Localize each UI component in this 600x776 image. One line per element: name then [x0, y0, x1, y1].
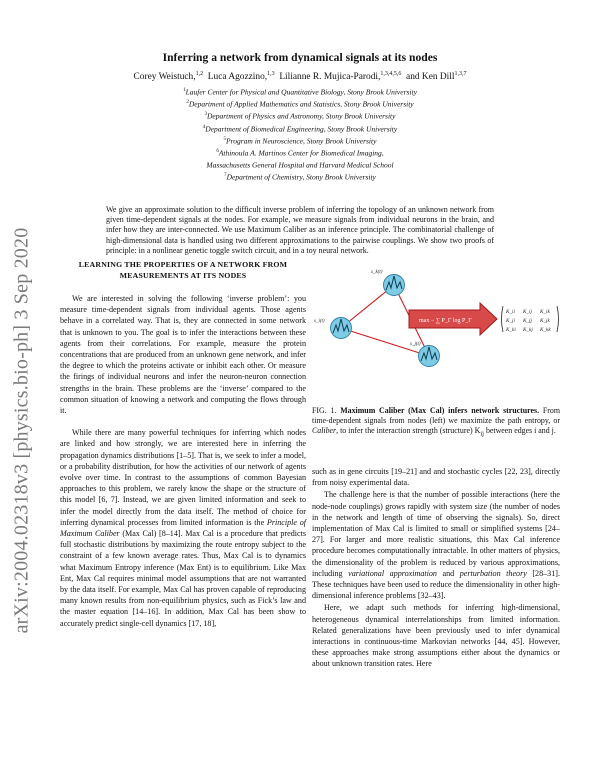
affiliation: $^2$Department of Applied Mathematics and Statistics, Stony Brook University [186, 99, 414, 109]
section-heading: LEARNING THE PROPERTIES OF A NETWORK FROM MEASUREMENTS AT ITS NODES [78, 260, 288, 280]
paper-title: Inferring a network from dynamical signals at its nodes [162, 51, 438, 64]
author: and Ken Dill$^{1,3,7}$ [406, 71, 467, 83]
affiliation: $^3$Department of Physics and Astronomy, Stony Brook University [204, 111, 396, 121]
author: Luca Agozzino,$^{1,3}$ [207, 71, 275, 83]
network-node [331, 318, 352, 339]
matrix-entry: K_kj [523, 327, 533, 333]
affiliation: $^6$Athinoula A. Martinos Center for Biomedical Imaging, [216, 148, 384, 158]
affiliation: $^1$Laufer Center for Physical and Quantitative Biology, Stony Brook University [183, 87, 417, 97]
matrix-entry: K_ii [506, 309, 515, 315]
author: Corey Weistuch,$^{1,2}$ [133, 71, 204, 83]
matrix-entry: K_ik [540, 309, 550, 315]
node-label: s_i(t) [314, 319, 325, 324]
matrix-entry: K_jk [540, 318, 550, 324]
arxiv-identifier[interactable]: arXiv:2004.02318v3 [physics.bio-ph] 3 Sep 2020 [10, 227, 33, 633]
affiliation: $^5$Program in Neuroscience, Stony Brook University [223, 136, 377, 146]
matrix-entry: K_jj [523, 318, 532, 324]
affiliation: $^4$Department of Biomedical Engineering, Stony Brook University [202, 124, 398, 134]
matrix-entry: K_kk [540, 327, 551, 333]
network-node [419, 346, 440, 367]
author-list [60, 71, 540, 82]
paragraph: While there are many powerful techniques for inferring which nodes are linked and how strongly, we are interested here in inferring the propagation dynamics distributions [1–5]. That is, we seek to infer a model, or a probability distribution, for how the activities of our network of agents evolve over time. In contrast to the assumptions of common Bayesian approaches to this problem, we rarely know the shape or the structure of this model [6, 7]. Instead, we are given limited information and seek to infer the model directly from the data itself. The method of choice for inferring dynamical processes from limited information is the Principle of Maximum Caliber (Max Cal) [8–14]. Max Cal is a procedure that predicts full stochastic distributions by maximizing the route entropy subject to the constraint of a few known average rates. Thus, Max Cal is to dynamics what Maximum Entropy inference (Max Ent) is to equilibrium. Like Max Ent, Max Cal requires minimal model assumptions that are not warranted by the data itself. For example, Max Cal has proven capable of reproducing many known results from non-equilibrium physics, such as Fick’s law and the master equation [14–16]. In addition, Max Cal has been show to accurately predict single-cell dynamics [17, 18], [60, 428, 307, 628]
paragraph: such as in gene circuits [19–21] and and stochastic cycles [22, 23], directly from noisy experimental data. [312, 467, 560, 488]
figure-1 [312, 262, 560, 400]
figure-caption: FIG. 1. Maximum Caliber (Max Cal) infers network structures. From time-dependent signals from nodes (left) we maximize the path entropy, or Caliber, to infer the interaction strength (structure) $K_{ij}$ between edges i and j. [312, 406, 560, 438]
caliber-formula: max − ∑ P_Γ log P_Γ [419, 318, 472, 324]
abstract: We give an approximate solution to the difficult inverse problem of inferring the topology of an unknown network from given time-dependent signals at the nodes. For example, we measure signals from individual neurons in the brain, and infer how they are inter-connected. We use Maximum Caliber as an inference principle. The combinatorial challenge of high-dimensional data is handled using two different approximations to the pairwise couplings. We show two proofs of principle: in a nonlinear genetic toggle switch circuit, and in a toy neural network. [106, 205, 494, 255]
author: Lilianne R. Mujica-Parodi,$^{1,3,4,5,6}$ [279, 71, 402, 83]
paragraph: We are interested in solving the following ‘inverse problem’: you measure time-dependent signals from individual agents. Those agents behave in a correlated way. That is, they are connected in some network that is unknown to you. The goal is to infer the interactions between these agents from their correlations. For example, measure the protein concentrations that are produced from an unknown gene network, and infer the degree to which the proteins activate or inhibit each other. Or measure the firings of individual neurons and infer the neuron-neuron connection strengths in the brain. These problems are the ‘inverse’ compared to the common situation of knowing a network and computing the flows through it. [60, 294, 306, 416]
affiliation: Massachusetts General Hospital and Harvard Medical School [206, 160, 394, 170]
arxiv-stamp [2, 180, 42, 680]
left-column [60, 260, 306, 629]
paragraph: The challenge here is that the number of possible interactions (here the node-node couplings) grows rapidly with system size (the number of nodes in the network and length of time of observing the signals). So, direct implementation of Max Cal is limited to small or simplified systems [24–27]. For larger and more realistic situations, this Max Cal inference procedure becomes computationally intractable. In other matters of physics, the dimensionality of the problem is reduced by various approximations, including variational approximation and perturbation theory [28–31]. These techniques have been used to reduce the dimensionality in other high-dimensional inference problems [32–43]. [312, 490, 560, 601]
affiliation-list [60, 86, 540, 184]
coupling-matrix [502, 306, 559, 333]
matrix-entry: K_ki [506, 327, 516, 333]
node-label: s_j(t) [410, 342, 421, 347]
network-node [384, 275, 405, 296]
network-diagram [312, 262, 560, 400]
right-column [312, 466, 560, 670]
matrix-entry: K_ij [523, 309, 532, 315]
node-label: s_k(t) [371, 270, 383, 275]
matrix-entry: K_ji [506, 318, 515, 324]
paragraph: Here, we adapt such methods for inferring high-dimensional, heterogeneous dynamical interrelationships from limited information. Related generalizations have been previously used to infer dynamical interactions in continuous-time Markovian networks [44, 45]. However, these approaches make strong assumptions either about the dynamics or about unknown transition rates. Here [312, 603, 560, 669]
affiliation: $^7$Department of Chemistry, Stony Brook University [224, 172, 376, 182]
